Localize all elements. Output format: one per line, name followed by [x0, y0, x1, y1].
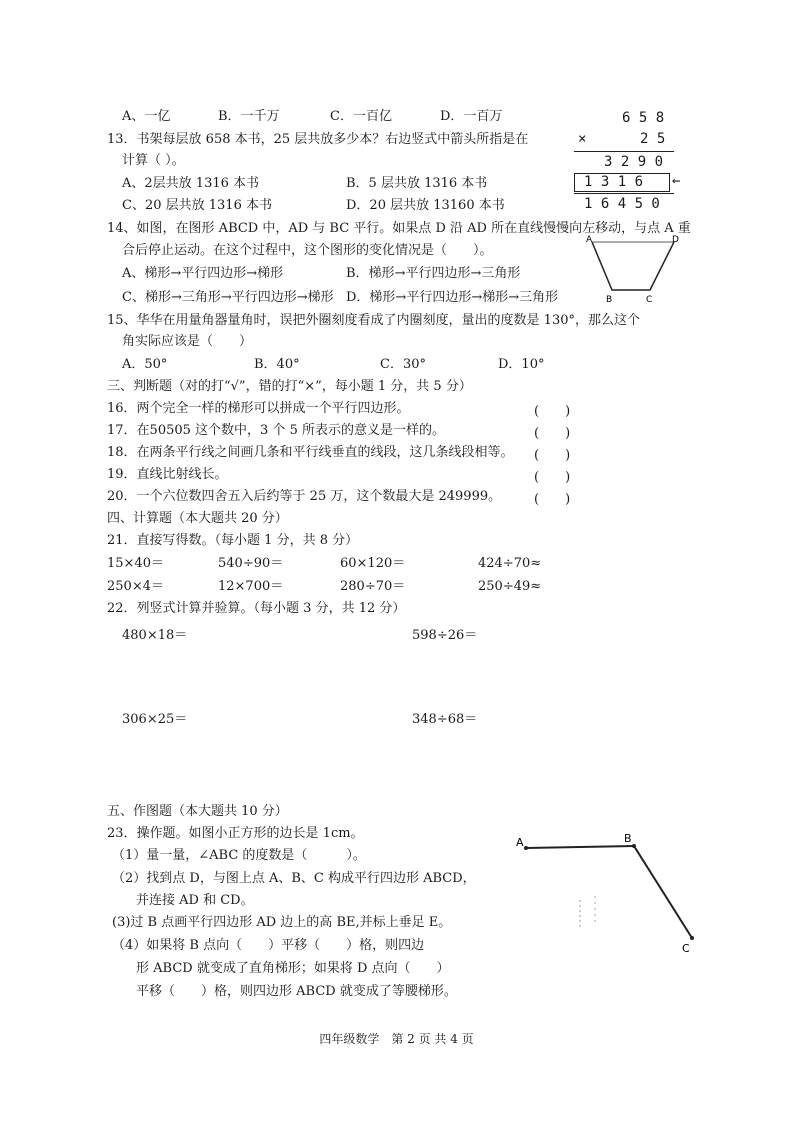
tf-item-18: 18．在两条平行线之间画几条和平行线垂直的线段，这几条线段相等。 [107, 445, 514, 460]
tf-answer-blank-18[interactable]: ( ) [534, 448, 571, 463]
q14-stem-line1: 14、如图，在图形 ABCD 中，AD 与 BC 平行。如果点 D 沿 AD 所在直线慢慢向左移动，与点 A 重 [107, 221, 691, 236]
q13-option-c: C、20 层共放 1316 本书 [122, 198, 272, 213]
mental-calc-1: 15×40＝ [107, 556, 164, 571]
vertical-multiply-sign: × [578, 131, 587, 147]
section-4-heading: 四、计算题（本大题共 20 分） [107, 511, 288, 526]
vertical-line-1 [574, 151, 674, 152]
q15-option-c: C．30° [380, 357, 426, 372]
mental-calc-5: 250×4＝ [107, 579, 164, 594]
mental-calc-2: 540÷90＝ [218, 556, 284, 571]
mental-calc-7: 280÷70＝ [340, 579, 406, 594]
page-footer: 四年级数学 第 2 页 共 4 页 [319, 1032, 474, 1046]
section-5-heading: 五、作图题（本大题共 10 分） [107, 804, 288, 819]
angle-point-b-label: B [624, 832, 632, 845]
q14-option-c: C、梯形→三角形→平行四边形→梯形 [122, 290, 334, 305]
q12-option-b: B．一千万 [218, 109, 280, 124]
q23-part-2-line1: （2）找到点 D，与图上点 A、B、C 构成平行四边形 ABCD， [112, 871, 476, 886]
tf-item-19: 19．直线比射线长。 [107, 467, 228, 482]
q23-part-4-line1: （4）如果将 B 点向（ ）平移（ ）格，则四边 [112, 938, 425, 953]
mental-calc-8: 250÷49≈ [478, 579, 542, 594]
q23-part-3: (3)过 B 点画平行四边形 AD 边上的高 BE,并标上垂足 E。 [112, 915, 452, 930]
q14-option-d: D．梯形→平行四边形→梯形→三角形 [346, 290, 559, 305]
trapezoid-label-d: D [672, 235, 679, 245]
angle-point-c-label: C [682, 942, 690, 955]
tf-item-20: 20．一个六位数四舍五入后约等于 25 万，这个数最大是 249999。 [107, 489, 502, 504]
q21-heading: 21．直接写得数。（每小题 1 分，共 8 分） [107, 533, 359, 548]
trapezoid-label-b: B [606, 295, 613, 305]
vertical-row-multiplicand: 6 5 8 [622, 110, 665, 126]
mental-calc-3: 60×120＝ [340, 556, 406, 571]
q22-heading: 22．列竖式计算并验算。（每小题 3 分，共 12 分） [107, 601, 406, 616]
tf-answer-blank-16[interactable]: ( ) [534, 404, 571, 419]
vertical-row-multiplier: 2 5 [640, 131, 666, 147]
q15-option-b: B．40° [254, 357, 300, 372]
vertical-row-result: 1 6 4 5 0 [584, 196, 660, 212]
q13-option-d: D．20 层共放 13160 本书 [346, 198, 505, 213]
q23-heading: 23．操作题。如图小正方形的边长是 1cm。 [107, 826, 364, 841]
q15-option-a: A．50° [122, 357, 168, 372]
written-calc-4: 348÷68＝ [412, 712, 478, 727]
q23-part-1: （1）量一量，∠ABC 的度数是（ ）。 [112, 848, 366, 863]
tf-answer-blank-17[interactable]: ( ) [534, 426, 571, 441]
q12-option-c: C．一百亿 [330, 109, 392, 124]
q13-option-a: A、2层共放 1316 本书 [122, 176, 260, 191]
q14-stem-line2: 合后停止运动。在这个过程中，这个图形的变化情况是（ ）。 [122, 243, 493, 258]
q13-stem-line1: 13．书架每层放 658 本书，25 层共放多少本？右边竖式中箭头所指是在 [107, 132, 529, 147]
q15-stem-line2: 角实际应该是（ ） [122, 334, 253, 349]
written-calc-3: 306×25＝ [122, 712, 188, 727]
q15-stem-line1: 15、华华在用量角器量角时，误把外圈刻度看成了内圈刻度，量出的度数是 130°，那么这个 [107, 313, 640, 328]
tf-item-16: 16．两个完全一样的梯形可以拼成一个平行四边形。 [107, 401, 410, 416]
written-calc-1: 480×18＝ [122, 628, 188, 643]
q12-option-a: A、一亿 [122, 109, 171, 124]
tf-answer-blank-19[interactable]: ( ) [534, 470, 571, 485]
angle-point-a-label: A [516, 836, 524, 849]
q13-stem-line2: 计算（ ）。 [122, 153, 185, 168]
q14-option-b: B．梯形→平行四边形→三角形 [346, 266, 521, 281]
vertical-line-2 [574, 193, 674, 194]
q23-part-2-line2: 并连接 AD 和 CD。 [136, 893, 254, 908]
q15-option-d: D．10° [498, 357, 545, 372]
tf-item-17: 17．在50505 这个数中，3 个 5 所表示的意义是一样的。 [107, 423, 445, 438]
q23-angle-figure [510, 830, 710, 960]
mental-calc-4: 424÷70≈ [478, 556, 542, 571]
vertical-arrow: ← [672, 173, 681, 189]
q23-part-4-line3: 平移（ ）格，则四边形 ABCD 就变成了等腰梯形。 [136, 984, 457, 999]
vertical-row-partial-1: 3 2 9 0 [604, 154, 664, 170]
trapezoid-label-a: A [586, 235, 593, 245]
written-calc-2: 598÷26＝ [412, 628, 478, 643]
vertical-row-partial-2: 1 3 1 6 [584, 174, 644, 190]
mental-calc-6: 12×700＝ [218, 579, 284, 594]
q14-option-a: A、梯形→平行四边形→梯形 [122, 266, 284, 281]
q13-option-b: B．5 层共放 1316 本书 [346, 176, 488, 191]
q23-part-4-line2: 形 ABCD 就变成了直角梯形；如果将 D 点向（ ） [136, 961, 450, 976]
q14-trapezoid-figure [584, 228, 694, 306]
section-3-heading: 三、判断题（对的打“√”，错的打“×”，每小题 1 分，共 5 分） [107, 379, 472, 394]
tf-answer-blank-20[interactable]: ( ) [534, 492, 571, 507]
q12-option-d: D．一百万 [440, 109, 503, 124]
trapezoid-label-c: C [646, 295, 653, 305]
